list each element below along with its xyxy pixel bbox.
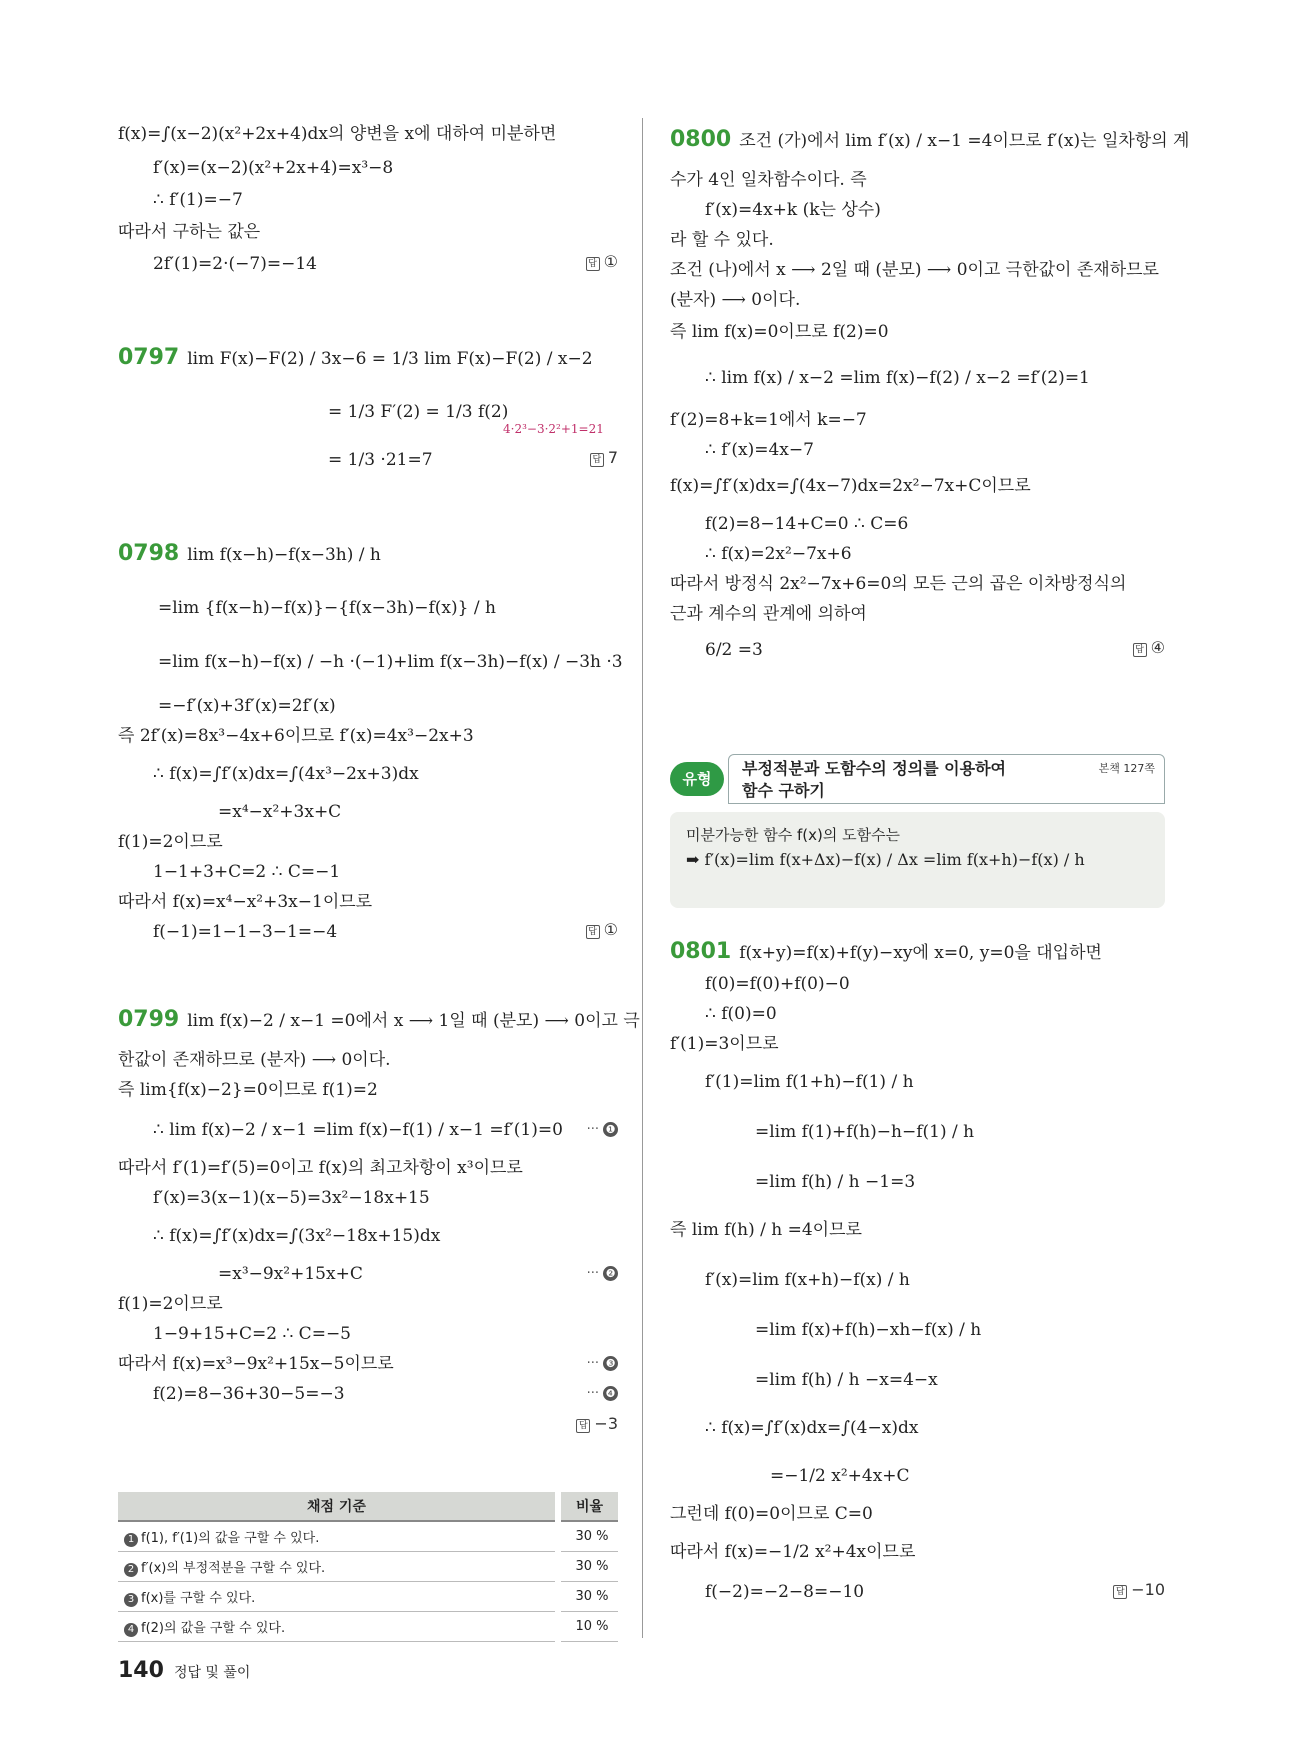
- page-footer: [118, 1658, 250, 1683]
- problem-number: 0800: [670, 127, 732, 152]
- header-rate: 비율: [558, 1492, 618, 1521]
- type-header: [670, 754, 1165, 804]
- math-line: =lim f(h) / h −x=4−x: [755, 1370, 938, 1390]
- math-line: 즉 lim f(h) / h =4이므로: [670, 1220, 862, 1240]
- math-line: lim f(x)−2 / x−1 =0에서 x ⟶ 1일 때 (분모) ⟶ 0이고 극: [187, 1011, 640, 1031]
- math-line: lim f(x−h)−f(x−3h) / h: [187, 545, 381, 565]
- table-row: [118, 1582, 618, 1612]
- math-line: =x⁴−x²+3x+C: [218, 802, 342, 822]
- math-line: 1−1+3+C=2 ∴ C=−1: [153, 862, 341, 882]
- rate-cell: 30 %: [558, 1582, 618, 1612]
- step-mark-2: ··· ❷: [587, 1266, 618, 1281]
- summary-formula: ➡ f′(x)=lim f(x+Δx)−f(x) / Δx =lim f(x+h)−f(x) / h: [686, 850, 1085, 869]
- type-summary: [670, 812, 1165, 908]
- type-box: [670, 754, 1165, 914]
- math-line: f(x)=∫f′(x)dx=∫(4x−7)dx=2x²−7x+C이므로: [670, 476, 1031, 496]
- table-header-row: [118, 1492, 618, 1521]
- text-line: 즉 2f′(x)=8x³−4x+6이므로 f′(x)=4x³−2x+3: [118, 726, 474, 746]
- grading-table: [118, 1492, 618, 1642]
- problem-number: 0798: [118, 541, 180, 566]
- problem-0798: [118, 542, 381, 567]
- math-line: = 1/3 F′(2) = 1/3 f(2): [328, 402, 509, 422]
- answer-mark: 답 −10: [1113, 1580, 1165, 1599]
- text-line: 즉 lim{f(x)−2}=0이므로 f(1)=2: [118, 1080, 378, 1100]
- text-line: 따라서 f′(1)=f′(5)=0이고 f(x)의 최고차항이 x³이므로: [118, 1158, 523, 1178]
- answer-icon: 답: [576, 1419, 590, 1433]
- problem-0801: [670, 940, 1102, 965]
- problem-0800: [670, 128, 1189, 153]
- math-line: 1−9+15+C=2 ∴ C=−5: [153, 1324, 351, 1344]
- rate-cell: 30 %: [558, 1521, 618, 1552]
- answer-icon: 답: [1133, 643, 1147, 657]
- rate-cell: 30 %: [558, 1552, 618, 1582]
- text-line: ∴ f′(1)=−7: [153, 190, 243, 210]
- math-line: f(x+y)=f(x)+f(y)−xy에 x=0, y=0을 대입하면: [739, 943, 1102, 963]
- text-line: f′(1)=3이므로: [670, 1034, 779, 1054]
- math-line: =lim f(x−h)−f(x) / −h ·(−1)+lim f(x−3h)−f(x) / −3h ·3: [158, 652, 623, 672]
- math-line: f′(1)=lim f(1+h)−f(1) / h: [705, 1072, 914, 1092]
- text-line: 조건 (나)에서 x ⟶ 2일 때 (분모) ⟶ 0이고 극한값이 존재하므로: [670, 260, 1159, 280]
- problem-0797: [118, 346, 593, 371]
- math-line: = 1/3 ·21=7: [328, 450, 433, 470]
- criteria-cell: 3 f(x)를 구할 수 있다.: [118, 1582, 558, 1612]
- text-line: f(1)=2이므로: [118, 832, 223, 852]
- text-line: 따라서 f(x)=−1/2 x²+4x이므로: [670, 1542, 916, 1562]
- answer-icon: 답: [590, 453, 604, 467]
- step-mark-4: ··· ❹: [587, 1386, 618, 1401]
- text-line: 수가 4인 일차함수이다. 즉: [670, 170, 867, 190]
- text-line: (분자) ⟶ 0이다.: [670, 290, 801, 310]
- text-line: 따라서 구하는 값은: [118, 222, 261, 242]
- math-line: 6/2 =3: [705, 640, 763, 660]
- criteria-cell: 1 f(1), f′(1)의 값을 구할 수 있다.: [118, 1521, 558, 1552]
- math-line: f(2)=8−14+C=0 ∴ C=6: [705, 514, 909, 534]
- text-line: 따라서 방정식 2x²−7x+6=0의 모든 근의 곱은 이차방정식의: [670, 574, 1127, 594]
- math-line: f′(2)=8+k=1에서 k=−7: [670, 410, 867, 430]
- math-line: =lim f(1)+f(h)−h−f(1) / h: [755, 1122, 975, 1142]
- math-line: =−f′(x)+3f′(x)=2f′(x): [158, 696, 336, 716]
- math-line: lim F(x)−F(2) / 3x−6 = 1/3 lim F(x)−F(2) / x−2: [187, 349, 593, 369]
- footer-label: 정답 및 풀이: [173, 1665, 251, 1681]
- text-line: 따라서 f(x)=x³−9x²+15x−5이므로: [118, 1354, 394, 1374]
- math-line: ∴ lim f(x)−2 / x−1 =lim f(x)−f(1) / x−1 =f′(1)=0: [153, 1120, 563, 1140]
- text-line: f(x)=∫(x−2)(x²+2x+4)dx의 양변을 x에 대하여 미분하면: [118, 124, 557, 144]
- header-criteria: 채점 기준: [118, 1492, 558, 1521]
- math-line: ∴ f(x)=2x²−7x+6: [705, 544, 852, 564]
- math-line: =lim {f(x−h)−f(x)}−{f(x−3h)−f(x)} / h: [158, 598, 496, 618]
- problem-0799: [118, 1008, 640, 1033]
- answer-mark: 답 7: [590, 448, 618, 467]
- problem-number: 0797: [118, 345, 180, 370]
- type-badge: 유형: [670, 762, 724, 796]
- step-mark-1: ··· ❶: [587, 1122, 618, 1137]
- text-line: f(1)=2이므로: [118, 1294, 223, 1314]
- answer-mark: 답 ①: [586, 252, 618, 271]
- criteria-cell: 4 f(2)의 값을 구할 수 있다.: [118, 1612, 558, 1642]
- answer-icon: 답: [586, 257, 600, 271]
- text-line: 즉 lim f(x)=0이므로 f(2)=0: [670, 322, 889, 342]
- page-number: 140: [118, 1658, 164, 1683]
- criteria-cell: 2 f′(x)의 부정적분을 구할 수 있다.: [118, 1552, 558, 1582]
- math-line: f(0)=f(0)+f(0)−0: [705, 974, 850, 994]
- text-line: 그런데 f(0)=0이므로 C=0: [670, 1504, 873, 1524]
- math-line: ∴ f(x)=∫f′(x)dx=∫(4−x)dx: [705, 1418, 919, 1438]
- problem-number: 0801: [670, 939, 732, 964]
- table-row: [118, 1552, 618, 1582]
- step-mark-3: ··· ❸: [587, 1356, 618, 1371]
- text-line: 한값이 존재하므로 (분자) ⟶ 0이다.: [118, 1050, 391, 1070]
- math-line: =−1/2 x²+4x+C: [770, 1466, 910, 1486]
- text-line: 따라서 f(x)=x⁴−x²+3x−1이므로: [118, 892, 373, 912]
- math-line: f′(x)=4x+k (k는 상수): [705, 200, 881, 220]
- math-line: =lim f(h) / h −1=3: [755, 1172, 916, 1192]
- answer-icon: 답: [1113, 1585, 1127, 1599]
- answer-mark: 답 ④: [1133, 638, 1165, 657]
- answer-mark: 답 −3: [576, 1414, 618, 1433]
- math-line: 조건 (가)에서 lim f′(x) / x−1 =4이므로 f′(x)는 일차항의 계: [739, 131, 1190, 151]
- summary-text: 미분가능한 함수 f(x)의 도함수는: [686, 826, 901, 844]
- math-line: ∴ f′(x)=4x−7: [705, 440, 814, 460]
- answer-mark: 답 ①: [586, 920, 618, 939]
- math-line: =lim f(x)+f(h)−xh−f(x) / h: [755, 1320, 982, 1340]
- math-line: f′(x)=3(x−1)(x−5)=3x²−18x+15: [153, 1188, 430, 1208]
- answer-icon: 답: [586, 925, 600, 939]
- math-line: ∴ f(0)=0: [705, 1004, 777, 1024]
- math-line: f(−2)=−2−8=−10: [705, 1582, 865, 1602]
- math-line: f′(x)=lim f(x+h)−f(x) / h: [705, 1270, 910, 1290]
- math-line: ∴ f(x)=∫f′(x)dx=∫(3x²−18x+15)dx: [153, 1226, 441, 1246]
- type-reference: 본책 127쪽: [1098, 762, 1155, 775]
- problem-number: 0799: [118, 1007, 180, 1032]
- text-line: 2f′(1)=2·(−7)=−14: [153, 254, 317, 274]
- math-line: ∴ f(x)=∫f′(x)dx=∫(4x³−2x+3)dx: [153, 764, 419, 784]
- rate-cell: 10 %: [558, 1612, 618, 1642]
- text-line: 근과 계수의 관계에 의하여: [670, 604, 867, 624]
- math-line: f(2)=8−36+30−5=−3: [153, 1384, 345, 1404]
- type-title: 부정적분과 도함수의 정의를 이용하여 함수 구하기: [742, 759, 1007, 800]
- math-line: =x³−9x²+15x+C: [218, 1264, 363, 1284]
- table-row: [118, 1521, 618, 1552]
- text-line: 라 할 수 있다.: [670, 230, 774, 250]
- margin-note: 4·2³−3·2²+1=21: [503, 422, 604, 436]
- column-divider: [642, 118, 643, 1638]
- table-row: [118, 1612, 618, 1642]
- math-line: ∴ lim f(x) / x−2 =lim f(x)−f(2) / x−2 =f′(2)=1: [705, 368, 1090, 388]
- text-line: f′(x)=(x−2)(x²+2x+4)=x³−8: [153, 158, 394, 178]
- math-line: f(−1)=1−1−3−1=−4: [153, 922, 338, 942]
